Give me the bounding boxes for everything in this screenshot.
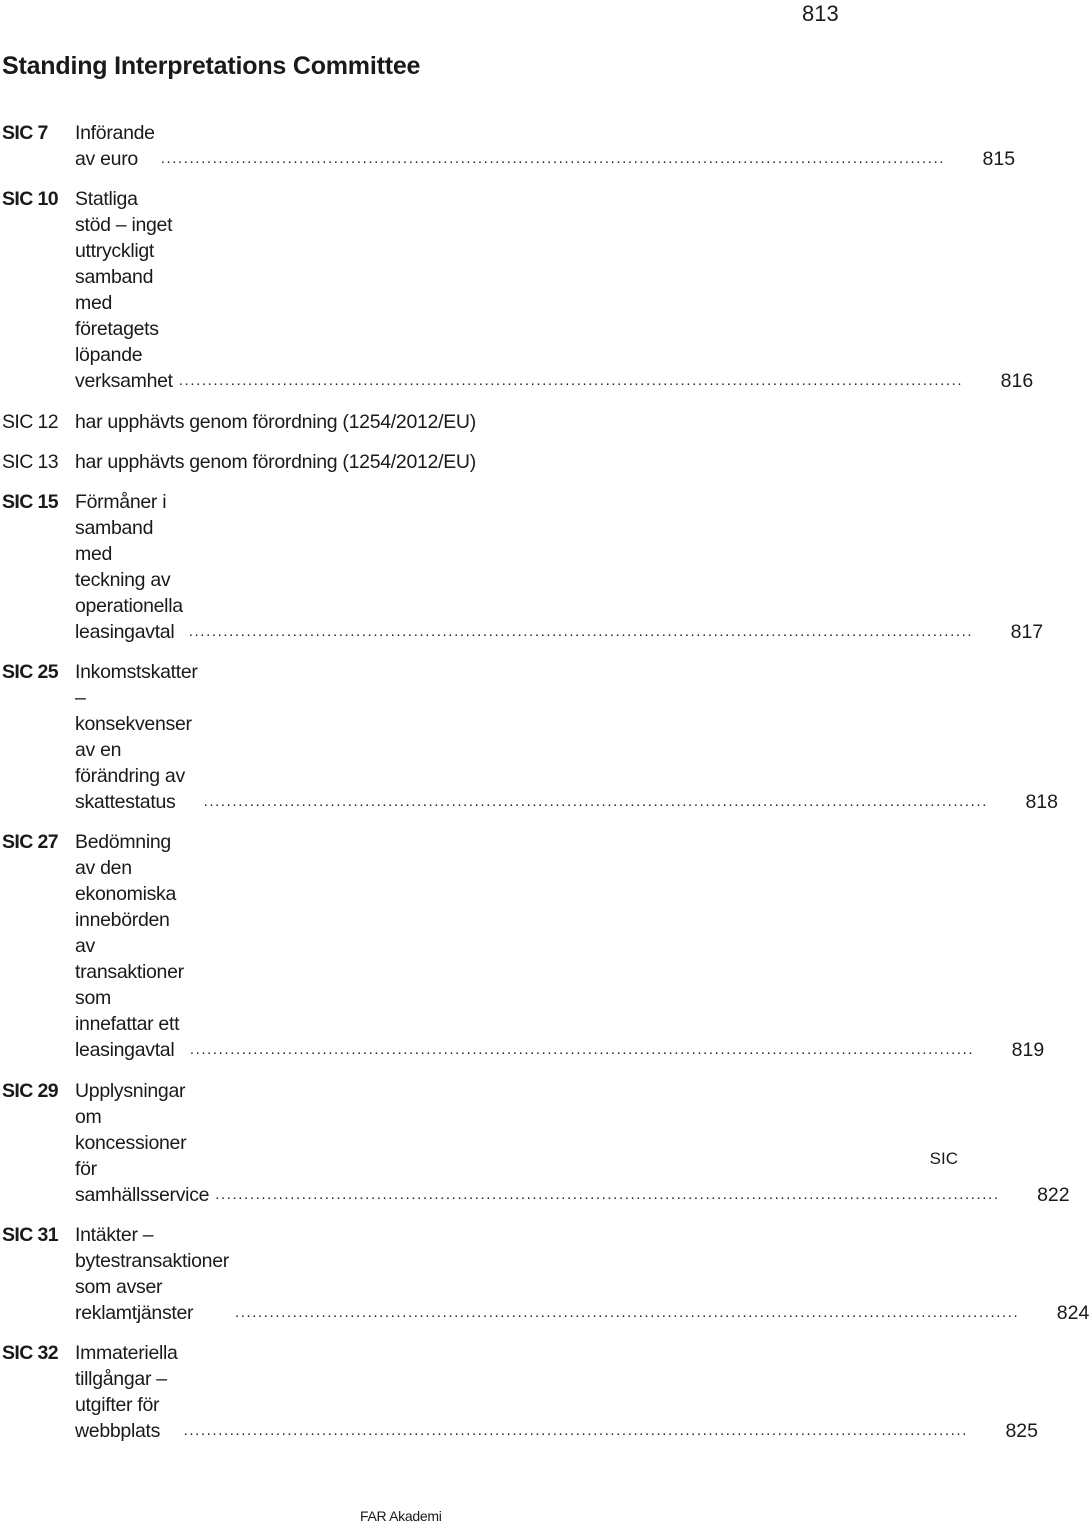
toc-code: SIC 13	[2, 451, 59, 473]
toc-page-number: 824	[1056, 1302, 1089, 1324]
toc-entry-sic-25[interactable]	[2, 659, 1058, 815]
toc-title: Immateriella tillgångar – utgifter för webbplats	[75, 1342, 178, 1442]
toc-code: SIC 31	[2, 1224, 59, 1246]
page-number: 813	[802, 1, 839, 26]
toc-page-number: 818	[1025, 791, 1058, 813]
toc-code: SIC 7	[2, 122, 48, 144]
toc-page-number: 819	[1011, 1039, 1045, 1061]
leader-dots: ........................................................................................................................................	[234, 1304, 1020, 1321]
toc-title: Intäkter – bytestransaktioner som avser reklamtjänster	[75, 1224, 229, 1324]
table-of-contents	[2, 120, 1089, 1458]
toc-entry-sic-32[interactable]	[2, 1340, 1038, 1444]
toc-title: har upphävts genom förordning (1254/2012/EU)	[75, 411, 476, 433]
leader-dots: ........................................................................................................................................	[189, 1041, 975, 1058]
toc-code: SIC 32	[2, 1342, 59, 1364]
leader-dots: ........................................................................................................................................	[183, 1422, 968, 1439]
toc-code: SIC 25	[2, 661, 59, 683]
toc-entry-sic-13	[2, 449, 805, 475]
toc-entry-sic-7[interactable]	[2, 120, 1016, 172]
toc-entry-sic-27[interactable]	[2, 829, 1045, 1063]
toc-code: SIC 10	[2, 188, 59, 210]
toc-title: Förmåner i samband med teckning av operationella leasingavtal	[75, 491, 183, 643]
leader-dots: ........................................................................................................................................	[188, 623, 974, 640]
publisher-footer: FAR Akademi	[360, 1508, 442, 1524]
toc-entry-sic-29[interactable]	[2, 1078, 1070, 1208]
toc-title: har upphävts genom förordning (1254/2012/EU)	[75, 451, 476, 473]
toc-page-number: 822	[1037, 1184, 1070, 1206]
toc-title: Införande av euro	[75, 122, 155, 170]
toc-code: SIC 15	[2, 491, 59, 513]
page-title: Standing Interpretations Committee	[2, 52, 421, 80]
toc-code: SIC 27	[2, 831, 59, 853]
section-tab-label: SIC	[929, 1149, 958, 1168]
toc-entry-sic-15[interactable]	[2, 489, 1044, 645]
toc-entry-sic-10[interactable]	[2, 186, 1034, 394]
toc-page-number: 817	[1010, 621, 1044, 643]
toc-entry-sic-31[interactable]	[2, 1222, 1089, 1326]
toc-page-number: 825	[1005, 1420, 1038, 1442]
toc-title: Upplysningar om koncessioner för samhällsservice	[75, 1080, 210, 1206]
toc-title: Inkomstskatter – konsekvenser av en förändring av skattestatus	[75, 661, 198, 813]
toc-title: Statliga stöd – inget uttryckligt samband med företagets löpande verksamhet	[75, 188, 173, 392]
leader-dots: ........................................................................................................................................	[203, 793, 988, 810]
leader-dots: ........................................................................................................................................	[178, 372, 964, 389]
leader-dots: ........................................................................................................................................	[215, 1186, 1000, 1203]
toc-code: SIC 12	[2, 411, 59, 433]
leader-dots: ........................................................................................................................................	[160, 150, 946, 167]
toc-entry-sic-12	[2, 409, 805, 435]
toc-code: SIC 29	[2, 1080, 59, 1102]
toc-title: Bedömning av den ekonomiska innebörden av transaktioner som innefattar ett leasingavtal	[75, 831, 184, 1061]
toc-page-number: 815	[982, 148, 1016, 170]
toc-page-number: 816	[1000, 370, 1034, 392]
